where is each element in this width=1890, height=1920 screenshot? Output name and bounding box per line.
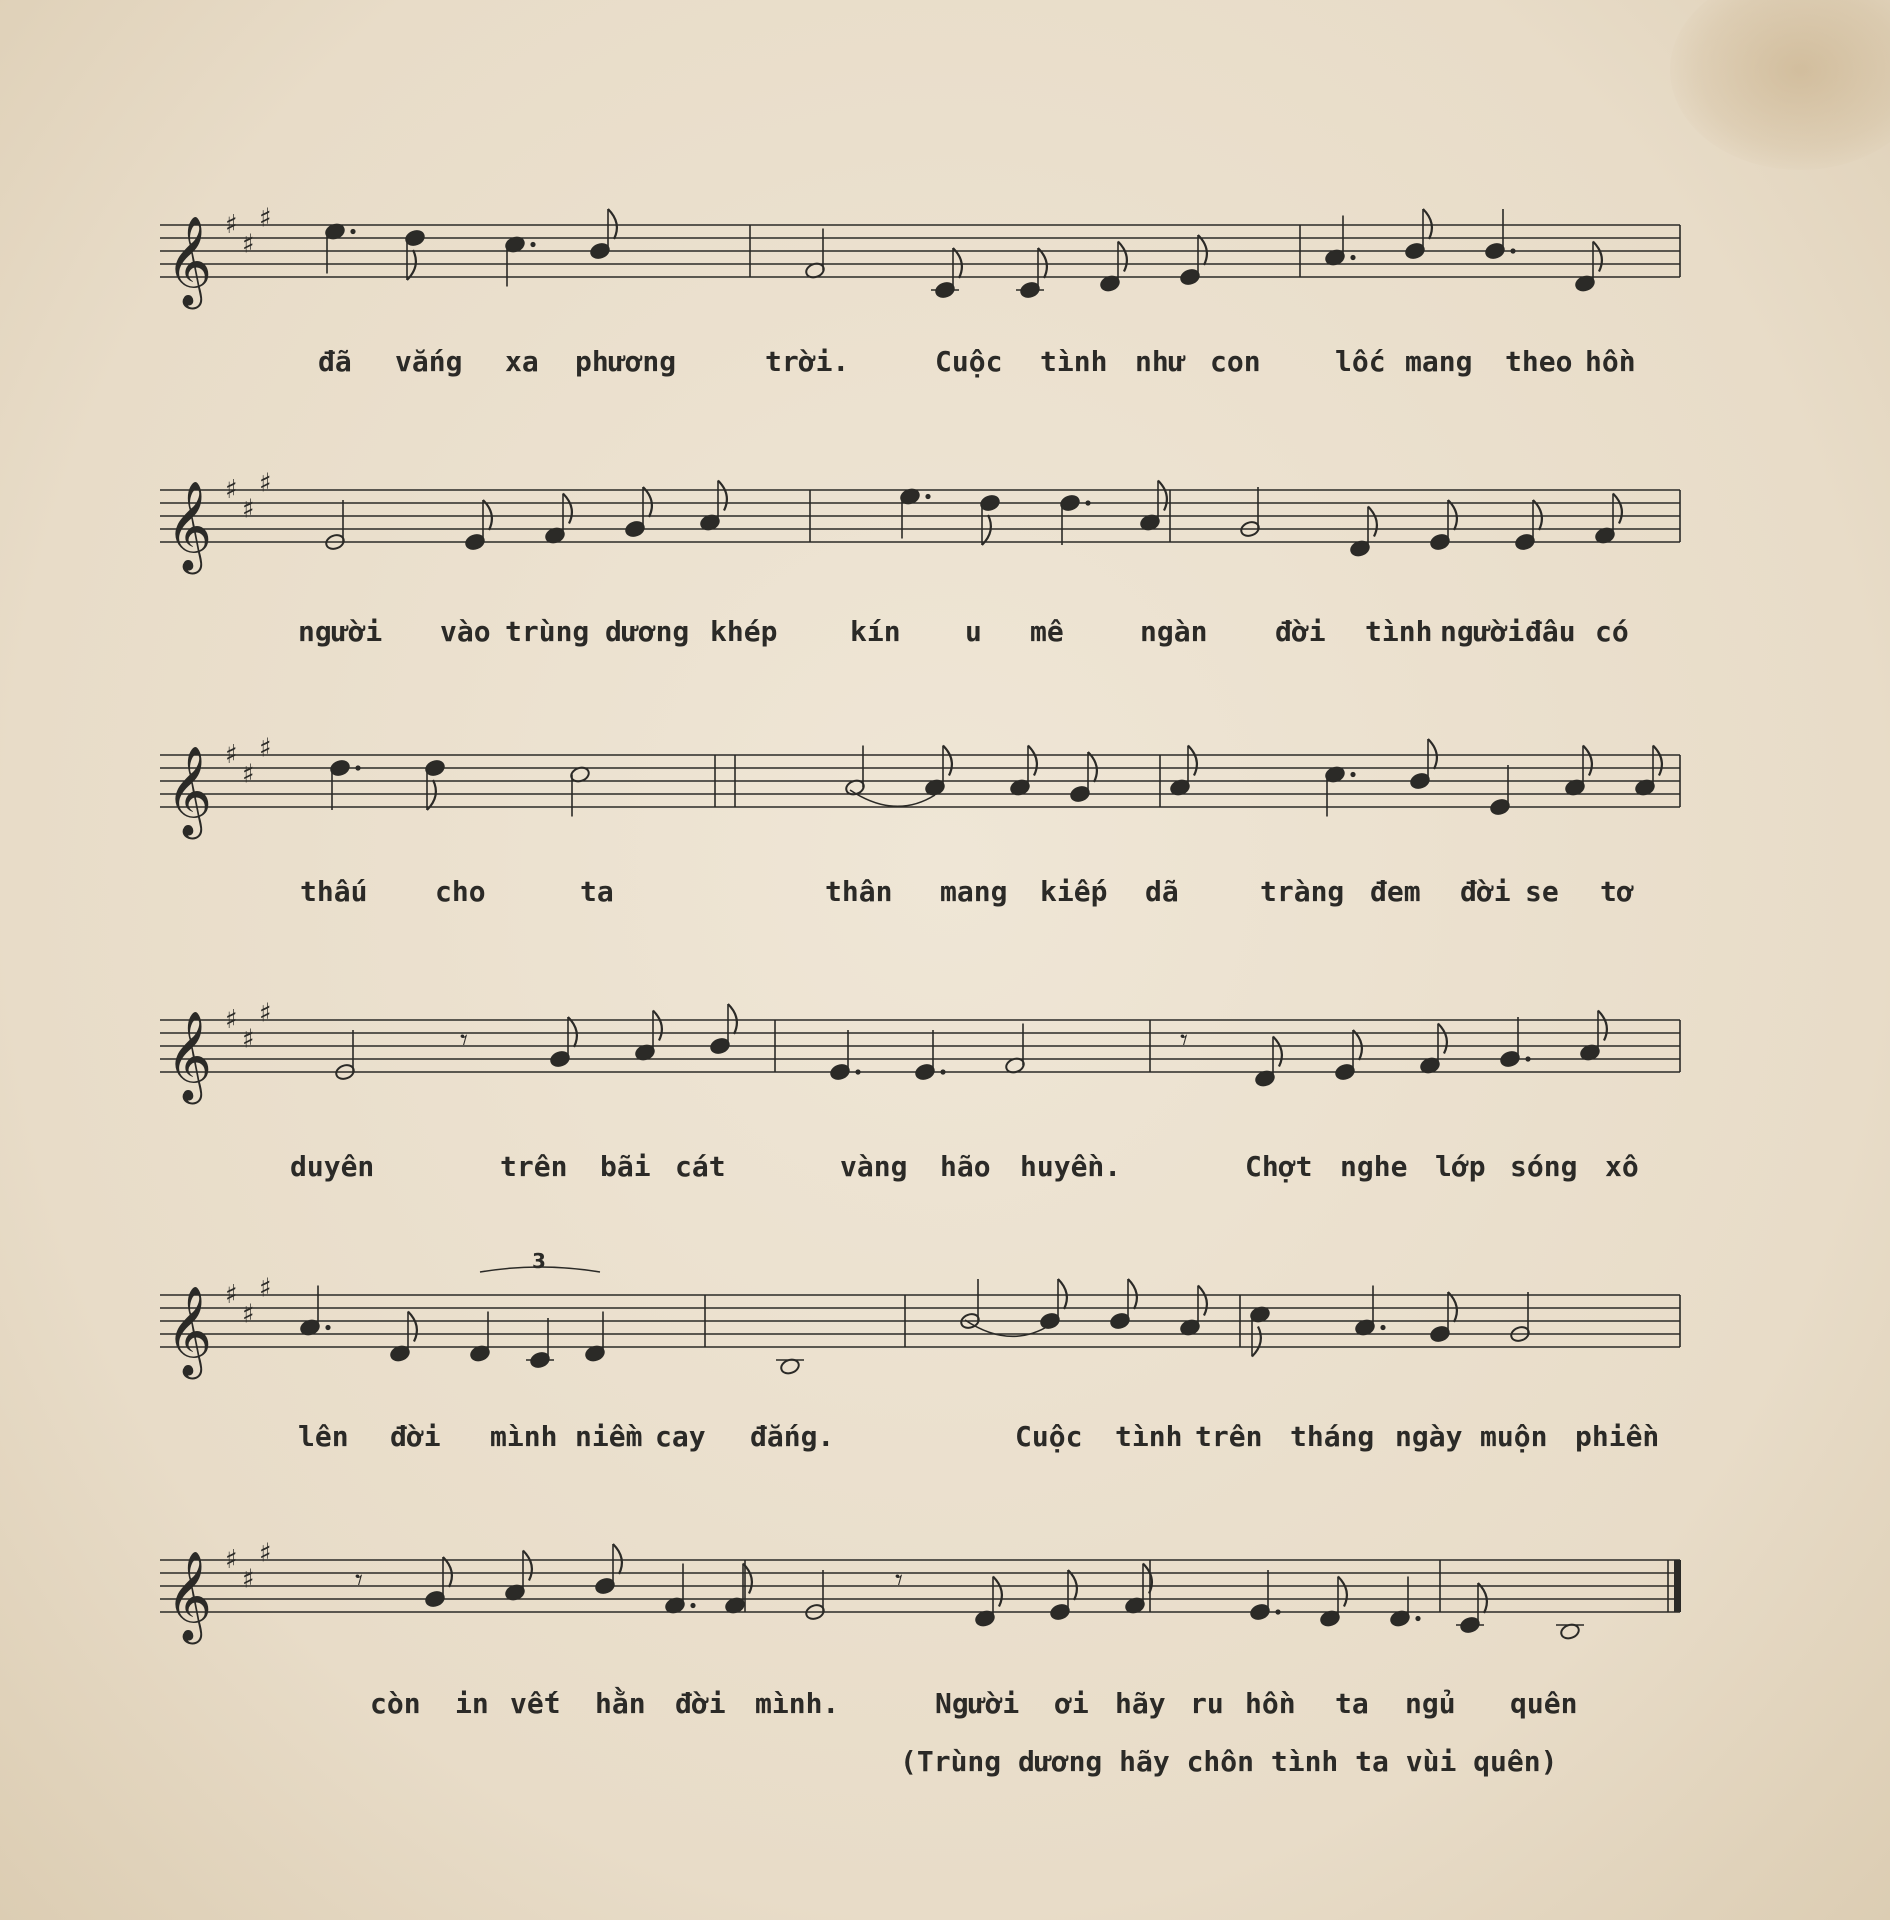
dot [1415,1616,1420,1621]
dot [530,242,535,247]
sharp-sign: ♯ [242,759,255,790]
lyric: ngàn [1140,615,1208,648]
lyric: se [1525,875,1559,908]
lyrics-line-1 [150,345,1690,395]
lyric: Cuộc [935,345,1003,378]
sharp-sign: ♯ [242,494,255,525]
note-flag [1058,1279,1067,1309]
note-flag [1252,1327,1261,1357]
lyric: nghe [1340,1150,1408,1183]
note-flag [1593,242,1602,272]
note-flag [653,1011,662,1041]
eighth-rest: 𝄾 [460,1023,468,1058]
note-flag [563,494,572,524]
treble-clef: 𝄞 [166,481,213,571]
lyric: theo [1505,345,1573,378]
note-flag [1038,248,1047,278]
sharp-sign: ♯ [242,1024,255,1055]
sharp-sign: ♯ [225,1545,238,1575]
note-flag [613,1544,622,1574]
sharp-sign: ♯ [259,998,272,1029]
sharp-sign: ♯ [242,1299,255,1330]
lyric: con [1210,345,1261,378]
eighth-rest: 𝄾 [895,1563,903,1598]
sharp-sign: ♯ [225,740,238,770]
lyric: vàng [840,1150,908,1183]
eighth-rest: 𝄾 [355,1563,363,1598]
lyric: tháng [1290,1420,1375,1453]
note-flag [1448,1292,1457,1322]
dot [355,765,360,770]
dot [325,1325,330,1330]
note-flag [1088,752,1097,782]
sharp-sign: ♯ [225,1280,238,1310]
sharp-sign: ♯ [259,733,272,764]
final-bar-line [1674,1560,1681,1612]
staff-3 [150,710,1690,870]
lyrics-line-6 [150,1687,1690,1737]
note-flag [1423,209,1432,239]
lyric: Người [935,1687,1020,1720]
lyric-alt: (Trùng dương hãy chôn tình ta vùi quên) [900,1745,1558,1778]
lyric: mình [490,1420,558,1453]
note-flag [1118,242,1127,272]
sharp-sign: ♯ [259,203,272,234]
lyric: lốc [1335,345,1386,378]
lyrics-line-2 [150,615,1690,665]
lyric: thấu [300,875,368,908]
note-flag [408,1312,417,1342]
lyric: vắng [395,345,463,378]
sharp-sign: ♯ [225,475,238,505]
note-flag [1353,1030,1362,1060]
treble-clef: 𝄞 [166,216,213,306]
lyric: u [965,615,982,648]
lyric: đâu [1525,615,1576,648]
lyric: hồn [1585,345,1636,378]
lyric: hãy [1115,1687,1166,1720]
alternate-lyrics-line [150,1745,1690,1795]
note-flag [643,487,652,517]
sharp-sign: ♯ [259,1273,272,1304]
dot [925,494,930,499]
note-flag [982,515,991,545]
treble-clef: 𝄞 [166,1551,213,1641]
dot [1085,500,1090,505]
lyric: bãi [600,1150,651,1183]
staff-2 [150,445,1690,605]
lyric: kín [850,615,901,648]
note-flag [1273,1037,1282,1067]
note-flag [427,780,436,810]
note-flag [608,209,617,239]
lyric: xa [505,345,539,378]
lyric: ơi [1055,1687,1089,1720]
note-flag [1158,481,1167,511]
lyric: mang [940,875,1008,908]
lyric: ta [580,875,614,908]
lyric: tình [1115,1420,1183,1453]
lyric: trùng [505,615,590,648]
sharp-sign: ♯ [225,1005,238,1035]
lyric: còn [370,1687,421,1720]
note-flag [1188,746,1197,776]
note-flag [1478,1583,1487,1613]
lyric: kiếp [1040,875,1108,908]
lyric: hồn [1245,1687,1296,1720]
note-flag [953,248,962,278]
treble-clef: 𝄞 [166,746,213,836]
lyric: ru [1190,1687,1224,1720]
staff-1 [150,180,1690,340]
note-flag [1128,1279,1137,1309]
lyric: niềm [575,1420,643,1453]
dot [1380,1325,1385,1330]
eighth-rest: 𝄾 [1180,1023,1188,1058]
note-flag [718,481,727,511]
sharp-sign: ♯ [259,1538,272,1569]
lyric: duyên [290,1150,375,1183]
lyric: muộn [1480,1420,1548,1453]
sharp-sign: ♯ [225,210,238,240]
note-flag [1338,1577,1347,1607]
treble-clef: 𝄞 [166,1011,213,1101]
lyrics-line-3 [150,875,1690,925]
note-flag [1028,746,1037,776]
treble-clef: 𝄞 [166,1286,213,1376]
note-flag [1653,746,1662,776]
lyric: đắng. [750,1420,835,1453]
dot [1350,255,1355,260]
note-flag [523,1551,532,1581]
lyric: vết [510,1687,561,1720]
lyric: đời [1275,615,1326,648]
note-flag [568,1017,577,1047]
note-flag [443,1557,452,1587]
lyric: hão [940,1150,991,1183]
note-flag [407,250,416,280]
lyric: Chợt [1245,1150,1313,1183]
lyric: người [298,615,383,648]
lyric: Cuộc [1015,1420,1083,1453]
staff-6 [150,1515,1690,1675]
lyric: có [1595,615,1629,648]
note-flag [1533,500,1542,530]
lyric: đời [1460,875,1511,908]
note-flag [1428,739,1437,769]
dot [1525,1056,1530,1061]
lyric: in [455,1687,489,1720]
dot [940,1069,945,1074]
lyrics-line-5 [150,1420,1690,1470]
lyric: dã [1145,875,1179,908]
lyric: mê [1030,615,1064,648]
lyric: dương [605,615,690,648]
lyric: phiền [1575,1420,1660,1453]
sharp-sign: ♯ [242,229,255,260]
note-flag [483,500,492,530]
lyric: đem [1370,875,1421,908]
lyric: cát [675,1150,726,1183]
dot [1510,248,1515,253]
dot [1275,1609,1280,1614]
note-flag [1198,235,1207,265]
lyric: ta [1335,1687,1369,1720]
note-flag [1368,507,1377,537]
lyric: trên [500,1150,568,1183]
lyric: tình [1040,345,1108,378]
note-flag [1438,1024,1447,1054]
note-flag [993,1577,1002,1607]
lyric: đời [675,1687,726,1720]
lyric: huyền. [1020,1150,1122,1183]
lyric: ngủ [1405,1687,1456,1720]
staff-4 [150,975,1690,1135]
lyric: hằn [595,1687,646,1720]
triplet-number: 3 [532,1249,546,1273]
lyric: lên [298,1420,349,1453]
lyric: vào [440,615,491,648]
dot [350,229,355,234]
note-flag [1583,746,1592,776]
dot [855,1069,860,1074]
lyric: tình [1365,615,1433,648]
lyric: cay [655,1420,706,1453]
lyric: người [1440,615,1525,648]
note-flag [1613,494,1622,524]
lyric: phương [575,345,677,378]
lyric: xô [1605,1150,1639,1183]
lyric: lớp [1435,1150,1486,1183]
lyric: tơ [1600,875,1634,908]
lyric: sóng [1510,1150,1578,1183]
lyric: trời. [765,345,850,378]
lyric: ngày [1395,1420,1463,1453]
lyric: quên [1510,1687,1578,1720]
lyric: đã [318,345,352,378]
staff-5 [150,1250,1690,1410]
lyric: khép [710,615,778,648]
lyric: cho [435,875,486,908]
sharp-sign: ♯ [242,1564,255,1595]
note-flag [1198,1286,1207,1316]
note-flag [943,746,952,776]
lyric: mang [1405,345,1473,378]
lyric: mình. [755,1687,840,1720]
lyric: đời [390,1420,441,1453]
note-flag [1068,1570,1077,1600]
note-flag [1448,500,1457,530]
note-flag [1598,1011,1607,1041]
lyric: trên [1195,1420,1263,1453]
lyrics-line-4 [150,1150,1690,1200]
lyric: như [1135,345,1186,378]
tie [850,790,935,806]
sharp-sign: ♯ [259,468,272,499]
lyric: tràng [1260,875,1345,908]
note-flag [728,1004,737,1034]
dot [690,1603,695,1608]
lyric: thân [825,875,893,908]
dot [1350,772,1355,777]
